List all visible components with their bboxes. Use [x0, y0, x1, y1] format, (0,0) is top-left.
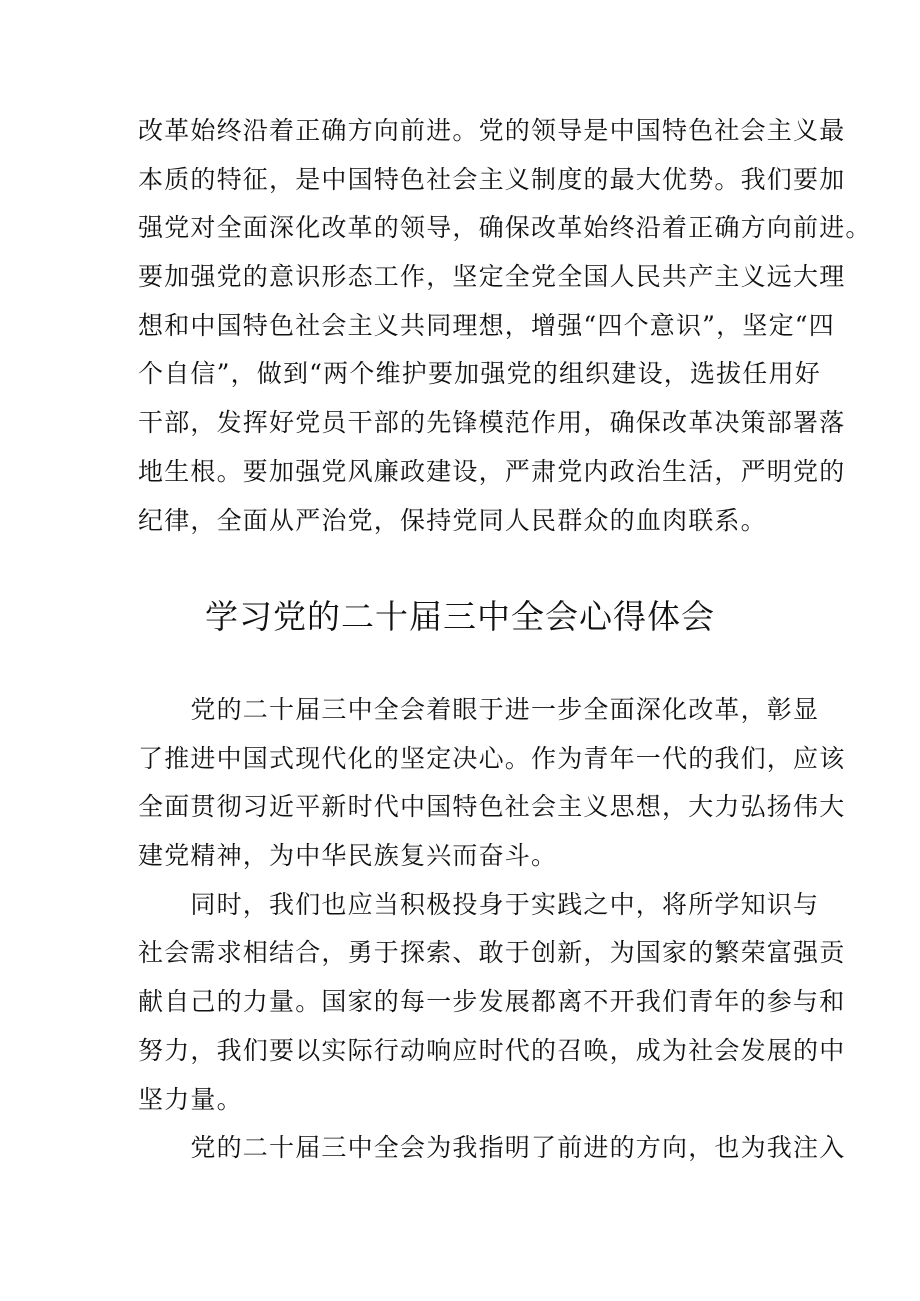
- text-line: 干部，发挥好党员干部的先锋模范作用，确保改革决策部署落: [138, 408, 846, 438]
- document-title: 学习党的二十届三中全会心得体会: [205, 597, 715, 636]
- text-line: 努力，我们要以实际行动响应时代的召唤，成为社会发展的中: [138, 1035, 846, 1065]
- text-line: 强党对全面深化改革的领导，确保改革始终沿着正确方向前进。: [138, 213, 872, 243]
- text-line: 坚力量。: [138, 1084, 243, 1114]
- text-line: 地生根。要加强党风廉政建设，严肃党内政治生活，严明党的: [138, 456, 846, 486]
- text-line: 同时，我们也应当积极投身于实践之中，将所学知识与: [138, 889, 820, 919]
- text-line: 本质的特征，是中国特色社会主义制度的最大优势。我们要加: [138, 164, 846, 194]
- text-line: 献自己的力量。国家的每一步发展都离不开我们青年的参与和: [138, 987, 846, 1017]
- text-line: 党的二十届三中全会着眼于进一步全面深化改革，彰显: [138, 695, 820, 724]
- paragraph: [138, 1124, 846, 1173]
- text-line: 党的二十届三中全会为我指明了前进的方向，也为我注入: [138, 1133, 846, 1163]
- text-line: 想和中国特色社会主义共同理想，增强“四个意识”，坚定“四: [138, 310, 835, 340]
- text-line: 社会需求相结合，勇于探索、敢于创新，为国家的繁荣富强贡: [138, 938, 846, 968]
- text-line: 改革始终沿着正确方向前进。党的领导是中国特色社会主义最: [138, 116, 846, 145]
- section-2-text: [138, 686, 846, 1173]
- text-line: 了推进中国式现代化的坚定决心。作为青年一代的我们，应该: [138, 743, 846, 773]
- paragraph: [138, 881, 846, 1124]
- text-line: 要加强党的意识形态工作，坚定全党全国人民共产主义远大理: [138, 262, 846, 292]
- paragraph: [138, 686, 846, 881]
- text-line: 纪律，全面从严治党，保持党同人民群众的血肉联系。: [138, 505, 767, 535]
- text-line: 建党精神，为中华民族复兴而奋斗。: [138, 841, 558, 871]
- text-line: 个自信”，做到“两个维护要加强党的组织建设，选拔任用好: [138, 359, 821, 389]
- section-1-text: [138, 107, 872, 545]
- text-line: 全面贯彻习近平新时代中国特色社会主义思想，大力弘扬伟大: [138, 792, 846, 822]
